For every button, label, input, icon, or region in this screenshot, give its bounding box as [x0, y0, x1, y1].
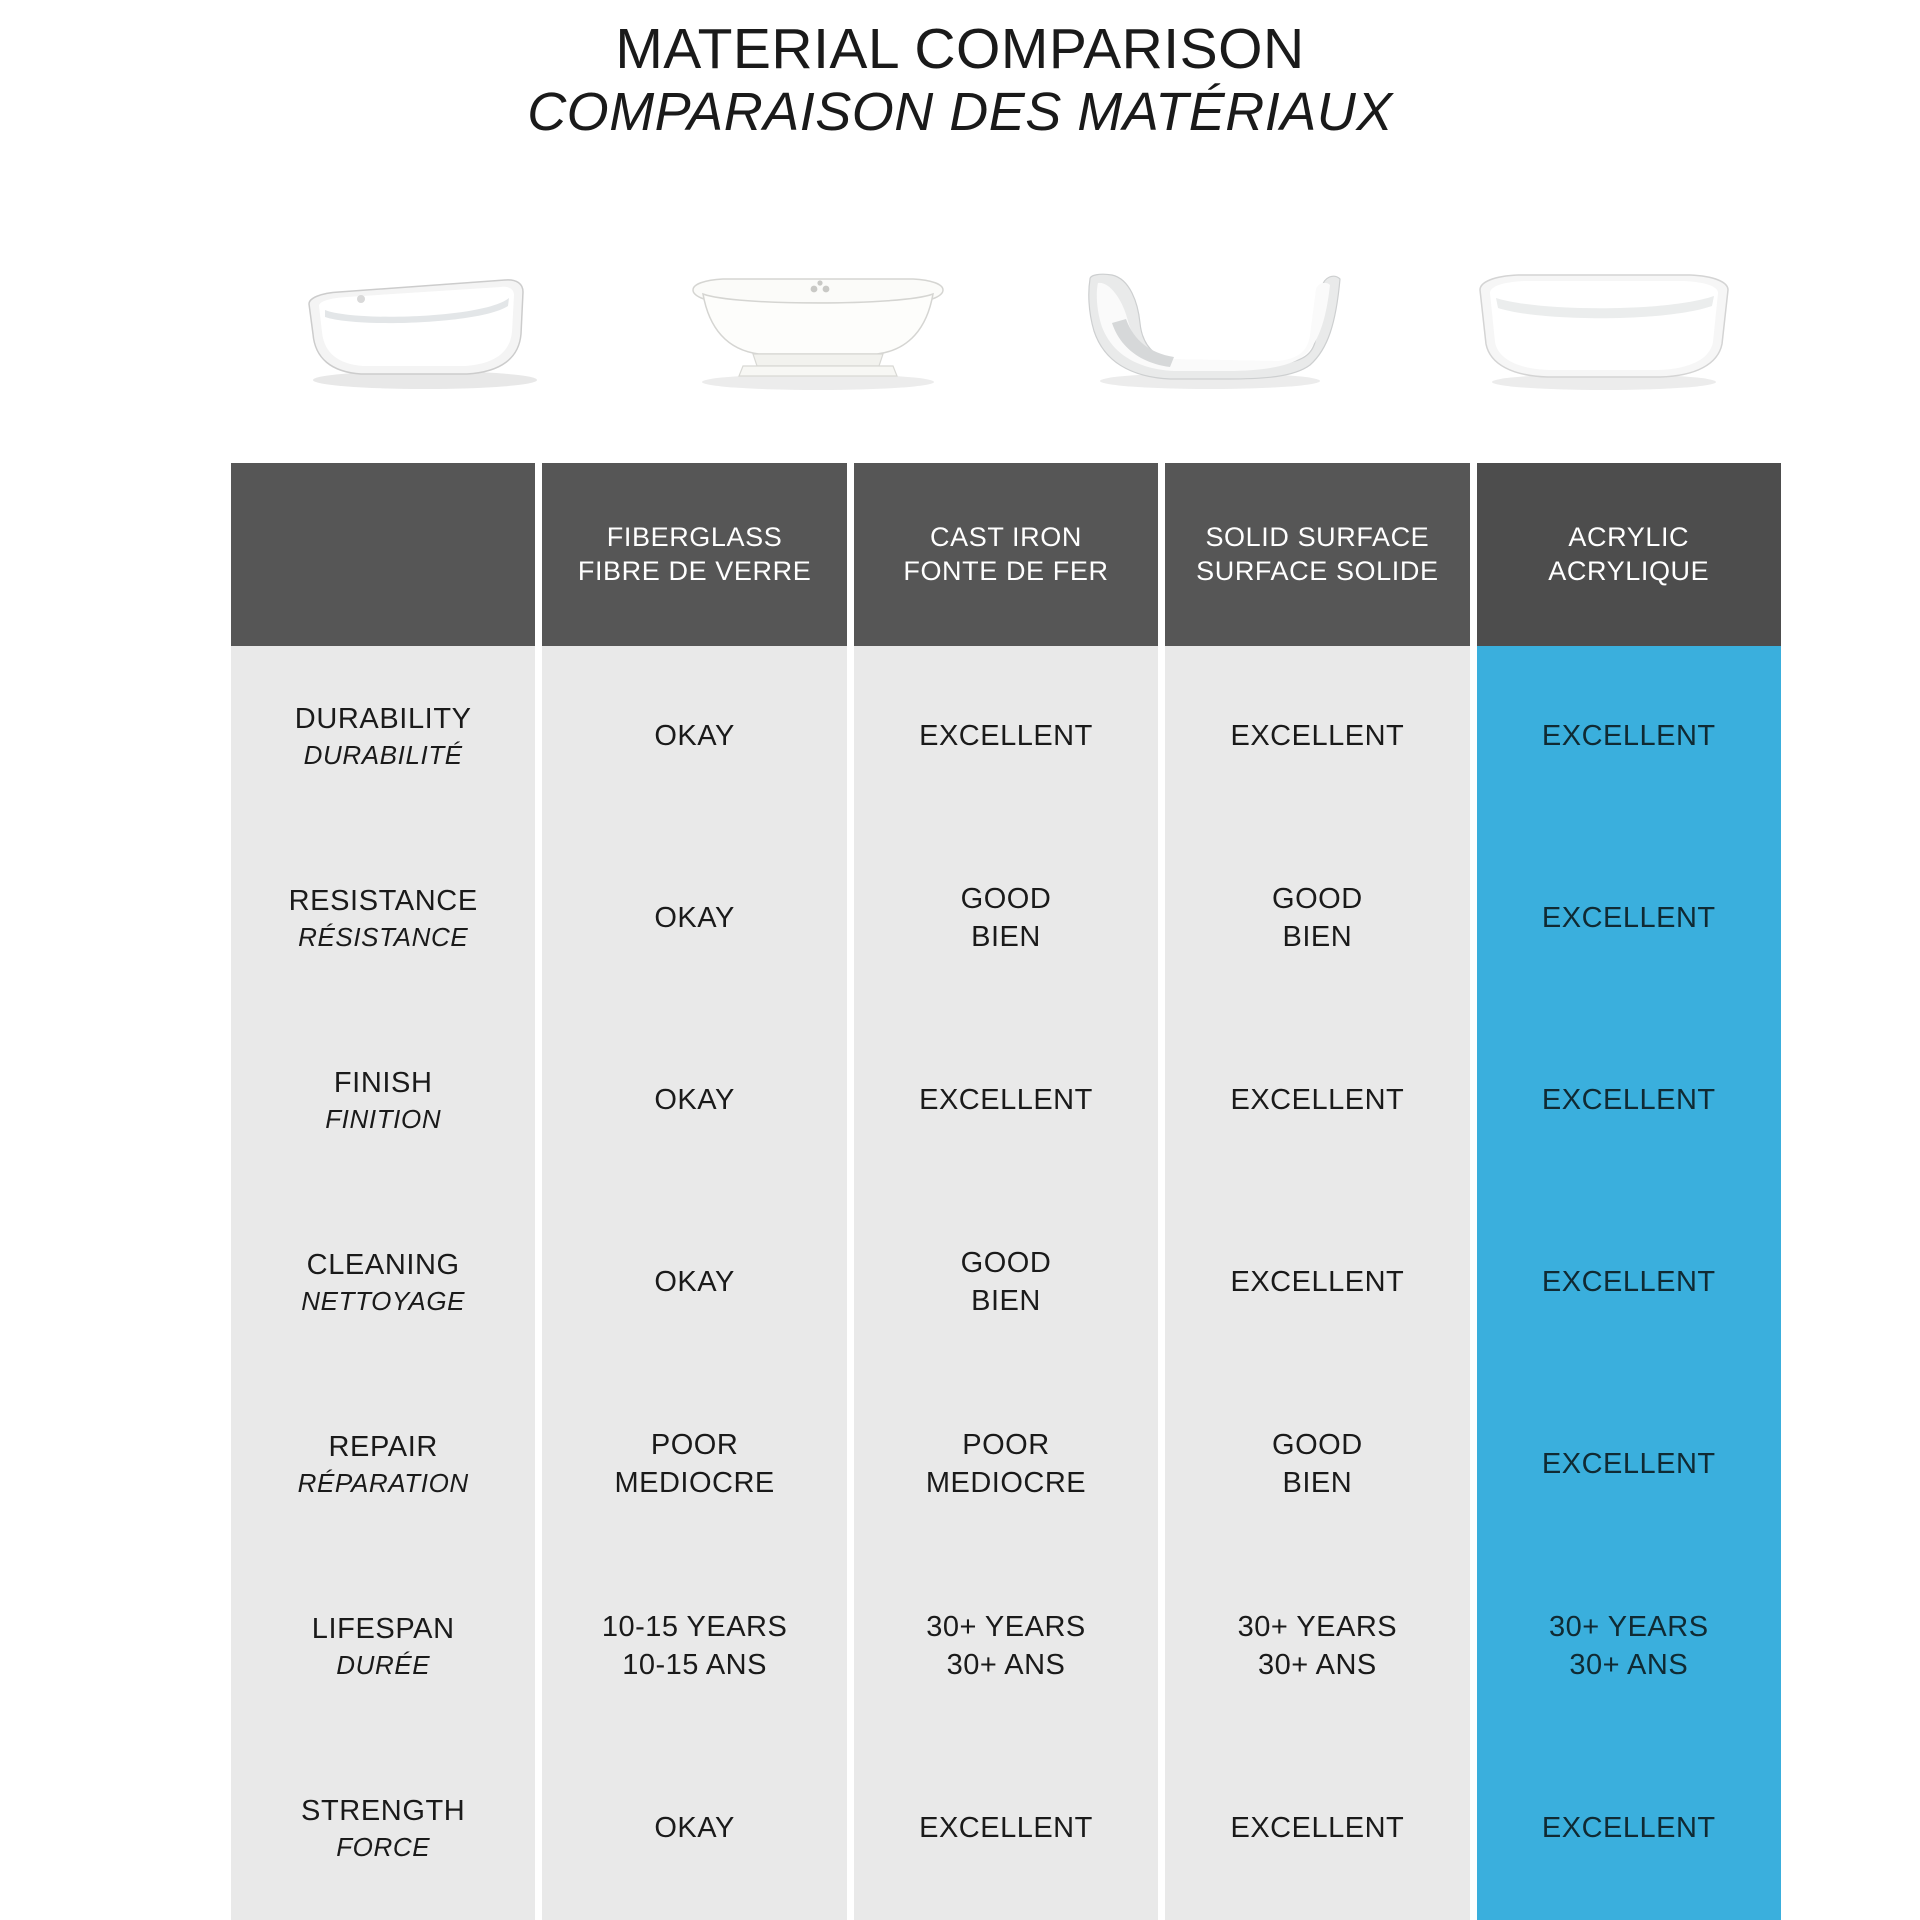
cell-value-en: GOOD	[1272, 883, 1363, 916]
cell-value-en: EXCELLENT	[1230, 1812, 1405, 1845]
cell-value-en: EXCELLENT	[1541, 1266, 1716, 1299]
cell-resistance-acrylic	[1477, 828, 1781, 1010]
cell-repair-cast-iron	[854, 1374, 1158, 1556]
header-cell-solid-surface	[1165, 463, 1469, 646]
cell-value-en: 30+ YEARS	[1549, 1611, 1709, 1644]
product-image-row	[228, 232, 1800, 392]
cell-value-en: OKAY	[654, 1266, 735, 1299]
header-cell-acrylic	[1477, 463, 1781, 646]
cell-value-en: 30+ YEARS	[1237, 1611, 1398, 1644]
row-label-fr: RÉSISTANCE	[298, 921, 469, 952]
cell-repair-acrylic	[1477, 1374, 1781, 1556]
row-label-en: STRENGTH	[301, 1795, 466, 1828]
cell-finish-solid-surface	[1165, 1010, 1469, 1192]
row-label-fr: RÉPARATION	[297, 1467, 469, 1498]
row-label-repair	[231, 1374, 535, 1556]
cell-value-fr: BIEN	[1282, 1467, 1353, 1499]
cell-resistance-cast-iron	[854, 828, 1158, 1010]
cell-value-en: OKAY	[654, 720, 735, 753]
cell-value-en: EXCELLENT	[1541, 1812, 1716, 1845]
cell-resistance-fiberglass	[542, 828, 846, 1010]
header-label-fr: SURFACE SOLIDE	[1196, 555, 1439, 586]
wave-tub-icon	[1078, 257, 1343, 392]
cell-finish-cast-iron	[854, 1010, 1158, 1192]
cell-strength-cast-iron	[854, 1738, 1158, 1920]
cell-value-fr: MEDIOCRE	[925, 1467, 1087, 1499]
cell-strength-acrylic	[1477, 1738, 1781, 1920]
row-label-fr: FINITION	[325, 1103, 442, 1134]
cell-value-en: 10-15 YEARS	[601, 1611, 788, 1644]
header-label-en: FIBERGLASS	[606, 521, 783, 552]
title-line-english: MATERIAL COMPARISON	[615, 17, 1305, 81]
cell-repair-fiberglass	[542, 1374, 846, 1556]
header-row	[231, 463, 1781, 646]
cell-resistance-solid-surface	[1165, 828, 1469, 1010]
cell-durability-fiberglass	[542, 646, 846, 828]
cell-value-fr: 30+ ANS	[1257, 1649, 1377, 1681]
row-label-fr: DURÉE	[336, 1649, 431, 1680]
row-label-cleaning	[231, 1192, 535, 1374]
table-row	[231, 1010, 1781, 1192]
cell-strength-fiberglass	[542, 1738, 846, 1920]
header-cell-fiberglass	[542, 463, 846, 646]
table-body	[231, 646, 1781, 1920]
row-label-fr: DURABILITÉ	[303, 739, 463, 770]
row-label-durability	[231, 646, 535, 828]
page-title	[0, 0, 1920, 142]
cell-value-en: EXCELLENT	[1230, 720, 1405, 753]
row-label-fr: NETTOYAGE	[301, 1285, 466, 1316]
row-label-en: REPAIR	[328, 1431, 438, 1464]
row-label-resistance	[231, 828, 535, 1010]
table-row	[231, 1738, 1781, 1920]
table-header	[231, 463, 1781, 646]
cell-value-en: OKAY	[654, 902, 735, 935]
row-label-en: DURABILITY	[294, 703, 472, 736]
header-label-fr: ACRYLIQUE	[1548, 555, 1710, 586]
cell-strength-solid-surface	[1165, 1738, 1469, 1920]
row-label-fr: FORCE	[336, 1831, 431, 1862]
cell-value-en: POOR	[650, 1429, 739, 1462]
cell-value-fr: 10-15 ANS	[622, 1649, 767, 1681]
cell-finish-acrylic	[1477, 1010, 1781, 1192]
comparison-table-wrapper	[224, 463, 1788, 1920]
cell-value-en: GOOD	[960, 883, 1052, 916]
table-row	[231, 1192, 1781, 1374]
cell-lifespan-solid-surface	[1165, 1556, 1469, 1738]
cell-durability-cast-iron	[854, 646, 1158, 828]
cell-cleaning-cast-iron	[854, 1192, 1158, 1374]
acrylic-tub-image	[1407, 232, 1800, 392]
cell-value-en: 30+ YEARS	[926, 1611, 1086, 1644]
cell-value-en: GOOD	[960, 1247, 1052, 1280]
cell-value-en: EXCELLENT	[919, 1812, 1093, 1845]
cell-value-en: EXCELLENT	[1541, 720, 1716, 753]
header-label-fr: FIBRE DE VERRE	[577, 555, 812, 586]
table-row	[231, 1374, 1781, 1556]
header-label-fr: FONTE DE FER	[903, 555, 1109, 586]
row-label-en: FINISH	[333, 1067, 433, 1100]
cell-cleaning-acrylic	[1477, 1192, 1781, 1374]
pedestal-tub-icon	[683, 262, 953, 392]
cell-value-en: OKAY	[654, 1084, 735, 1117]
cell-lifespan-acrylic	[1477, 1556, 1781, 1738]
cell-durability-solid-surface	[1165, 646, 1469, 828]
table-row	[231, 1556, 1781, 1738]
cell-repair-solid-surface	[1165, 1374, 1469, 1556]
cell-value-fr: 30+ ANS	[946, 1649, 1066, 1681]
header-label-en: ACRYLIC	[1568, 521, 1690, 552]
cell-cleaning-solid-surface	[1165, 1192, 1469, 1374]
cell-value-fr: BIEN	[1282, 921, 1353, 953]
solid-surface-tub-image	[1014, 232, 1407, 392]
header-label-en: SOLID SURFACE	[1205, 521, 1430, 552]
row-label-finish	[231, 1010, 535, 1192]
cell-finish-fiberglass	[542, 1010, 846, 1192]
cell-value-fr: BIEN	[971, 921, 1041, 953]
header-cell-corner	[231, 463, 535, 646]
cell-lifespan-cast-iron	[854, 1556, 1158, 1738]
cell-cleaning-fiberglass	[542, 1192, 846, 1374]
cell-value-fr: 30+ ANS	[1569, 1649, 1689, 1681]
table-row	[231, 646, 1781, 828]
table-row	[231, 828, 1781, 1010]
cell-value-en: EXCELLENT	[1541, 1084, 1716, 1117]
cell-durability-acrylic	[1477, 646, 1781, 828]
cell-lifespan-fiberglass	[542, 1556, 846, 1738]
cast-iron-tub-image	[621, 232, 1014, 392]
cell-value-fr: BIEN	[971, 1285, 1041, 1317]
row-label-en: LIFESPAN	[311, 1613, 455, 1646]
row-label-lifespan	[231, 1556, 535, 1738]
cell-value-en: GOOD	[1272, 1429, 1363, 1462]
row-label-en: CLEANING	[306, 1249, 460, 1282]
cell-value-en: EXCELLENT	[1230, 1266, 1405, 1299]
cell-value-en: EXCELLENT	[1230, 1084, 1405, 1117]
cell-value-en: EXCELLENT	[919, 1084, 1093, 1117]
header-cell-cast-iron	[854, 463, 1158, 646]
cell-value-fr: MEDIOCRE	[614, 1467, 775, 1499]
row-label-strength	[231, 1738, 535, 1920]
cell-value-en: EXCELLENT	[1541, 902, 1716, 935]
cell-value-en: EXCELLENT	[919, 720, 1093, 753]
cell-value-en: OKAY	[654, 1812, 735, 1845]
oval-tub-icon	[1470, 264, 1738, 392]
material-comparison-table	[224, 463, 1788, 1920]
fiberglass-tub-image	[228, 232, 621, 392]
title-line-french: COMPARAISON DES MATÉRIAUX	[527, 81, 1393, 142]
cell-value-en: EXCELLENT	[1541, 1448, 1716, 1481]
row-label-en: RESISTANCE	[288, 885, 478, 918]
slipper-tub-icon	[295, 262, 555, 392]
cell-value-en: POOR	[962, 1429, 1050, 1462]
header-label-en: CAST IRON	[930, 521, 1082, 552]
